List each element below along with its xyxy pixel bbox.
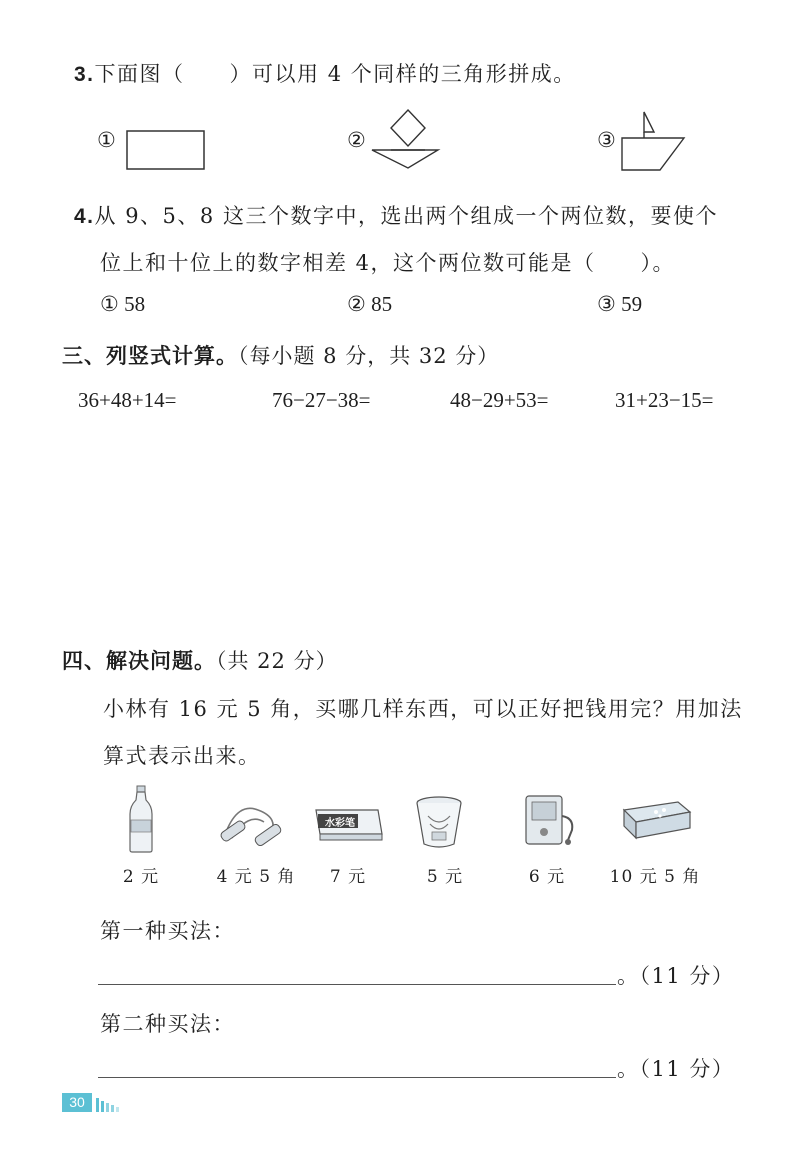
rectangle-figure xyxy=(126,130,206,172)
jump-rope-icon xyxy=(218,792,288,848)
section-4-title: 四、解决问题。 xyxy=(62,650,216,673)
calc-problem-2: 76−27−38= xyxy=(272,388,371,412)
question-4-text: 从 9、5、8 这三个数字中，选出两个组成一个两位数，要使个 xyxy=(94,204,718,228)
question-3-text: 下面图（ ）可以用 4 个同样的三角形拼成。 xyxy=(94,62,576,86)
q3-option-3-label: ③ xyxy=(597,128,616,152)
price-crayons: 7 元 xyxy=(329,867,367,887)
section-3-heading xyxy=(62,340,499,370)
q4-option-1: ① 58 xyxy=(100,292,146,316)
diamond-triangle-figure xyxy=(370,108,442,172)
question-3-number: 3. xyxy=(74,63,95,86)
noodle-cup-icon xyxy=(414,794,464,850)
q4-option-2: ② 85 xyxy=(347,292,393,316)
question-4-line-1 xyxy=(74,200,718,230)
q3-option-2-label: ② xyxy=(347,128,366,152)
pencil-case-icon xyxy=(620,798,694,842)
price-noodle-cup: 5 元 xyxy=(426,867,464,887)
section-4-note: （共 22 分） xyxy=(216,649,338,673)
method-1-answer-line[interactable] xyxy=(98,984,616,985)
method-2-answer-line[interactable] xyxy=(98,1077,616,1078)
question-4-line-2: 位上和十位上的数字相差 4，这个两位数可能是（ ）。 xyxy=(100,251,676,275)
problem-text-line-1: 小林有 16 元 5 角，买哪几样东西，可以正好把钱用完？用加法 xyxy=(103,697,743,721)
section-3-note: （每小题 8 分，共 32 分） xyxy=(238,344,500,368)
page-bars-decoration xyxy=(96,1093,126,1112)
method-2-score: 。（11 分） xyxy=(617,1057,735,1081)
method-1-score: 。（11 分） xyxy=(617,964,735,988)
price-jump-rope: 4 元 5 角 xyxy=(216,867,296,887)
boat-figure xyxy=(620,110,690,172)
crayon-box-label: 水彩笔 xyxy=(325,818,355,829)
crayon-box xyxy=(312,800,384,844)
price-pencil-sharpener: 6 元 xyxy=(528,867,566,887)
problem-text-line-2: 算式表示出来。 xyxy=(103,744,261,768)
page-number: 30 xyxy=(62,1093,92,1112)
method-1-label: 第一种买法： xyxy=(100,919,235,943)
price-bottle: 2 元 xyxy=(122,867,160,887)
pencil-sharpener-icon xyxy=(522,790,578,850)
price-pencil-case: 10 元 5 角 xyxy=(609,867,701,887)
q3-option-1-label: ① xyxy=(97,128,116,152)
section-4-heading xyxy=(62,645,338,675)
calc-problem-1: 36+48+14= xyxy=(78,388,177,412)
calc-problem-3: 48−29+53= xyxy=(450,388,549,412)
question-4-number: 4. xyxy=(74,205,95,228)
calc-problem-4: 31+23−15= xyxy=(615,388,714,412)
q4-option-3: ③ 59 xyxy=(597,292,643,316)
section-3-title: 三、列竖式计算。 xyxy=(62,345,238,368)
method-2-label: 第二种买法： xyxy=(100,1012,235,1036)
bottle-icon xyxy=(128,784,154,854)
question-3 xyxy=(74,58,576,88)
